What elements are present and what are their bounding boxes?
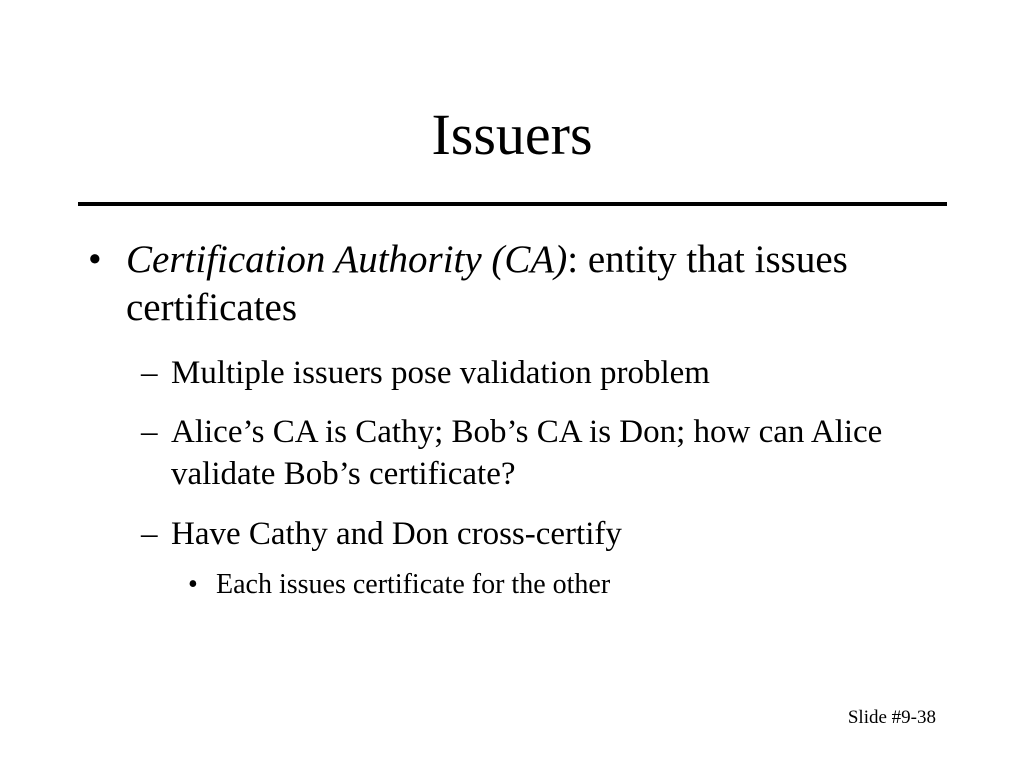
bullet-marker: • <box>88 238 102 281</box>
dash-marker: – <box>141 414 158 450</box>
sub-bullet-text: Have Cathy and Don cross-certify <box>171 516 622 552</box>
sub-bullet-text: Alice’s CA is Cathy; Bob’s CA is Don; how can Alice validate Bob’s certificate? <box>171 414 883 492</box>
sub-sub-bullet-each-issues <box>188 568 888 602</box>
sub-bullet-text: Multiple issuers pose validation problem <box>171 355 710 391</box>
sub-sub-bullet-text: Each issues certificate for the other <box>216 569 611 600</box>
bullet-text <box>126 236 888 332</box>
bullet-certification-authority <box>88 236 888 332</box>
dash-marker: – <box>141 516 158 552</box>
sub-bullet-cross-certify <box>141 513 901 555</box>
sub-bullet-alice-bob-example <box>141 411 901 495</box>
term-definition: : entity that issues certificates <box>126 238 848 329</box>
title-divider <box>78 202 947 206</box>
slide-number: Slide #9-38 <box>847 707 936 728</box>
slide-title: Issuers <box>431 102 593 167</box>
bullet-marker: • <box>188 569 198 600</box>
dash-marker: – <box>141 355 158 391</box>
term-emphasis: Certification Authority (CA) <box>126 238 568 281</box>
sub-bullet-validation-problem <box>141 352 901 394</box>
